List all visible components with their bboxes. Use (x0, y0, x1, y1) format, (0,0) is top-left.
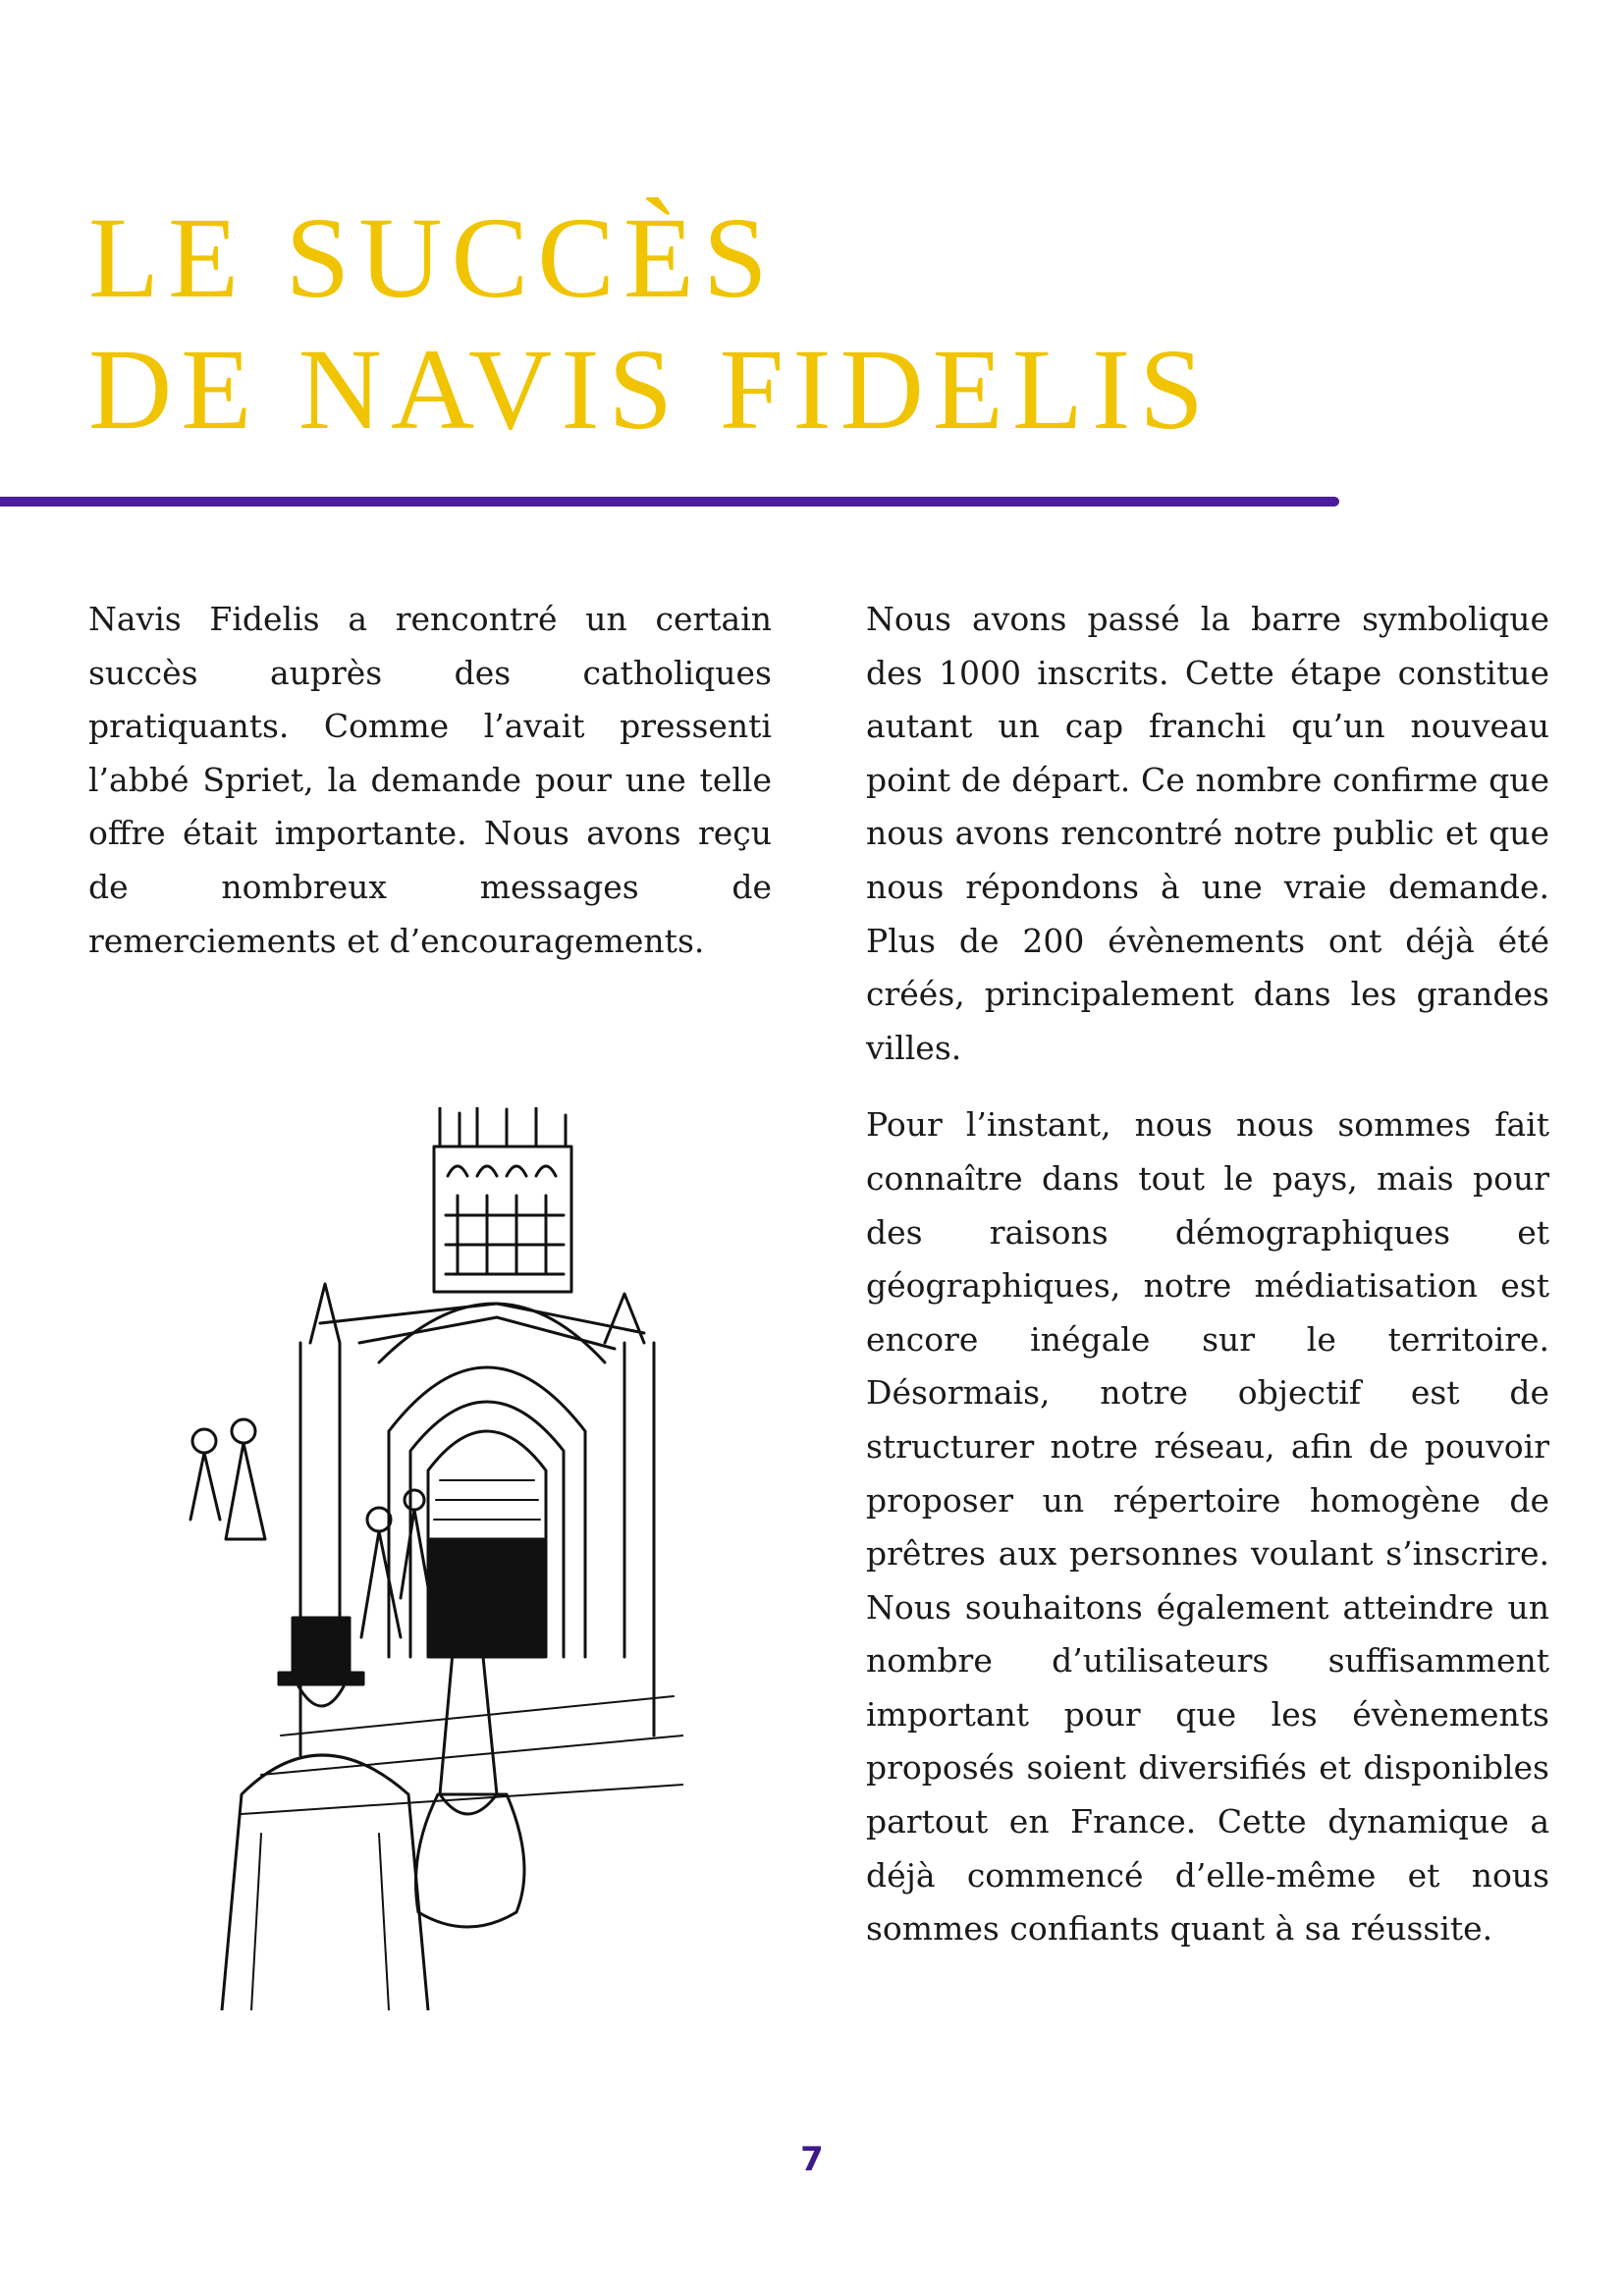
title-divider (0, 497, 1339, 507)
page-title (88, 192, 1213, 455)
page-title-line-2: DE NAVIS FIDELIS (88, 325, 1213, 454)
church-entrance-engraving-icon (183, 1107, 683, 2010)
left-text-column (88, 593, 772, 968)
page-title-line-1: LE SUCCÈS (88, 193, 777, 322)
right-text-column (866, 593, 1549, 1956)
page-number: 7 (800, 2140, 824, 2179)
left-paragraph-1: Navis Fidelis a rencontré un certain succès auprès des catholiques pratiquants. Comme l’avait pressenti l’abbé Spriet, la demande pour une telle offre était importante. Nous avons reçu de nombreux messages de remerciements et d’encouragements. (88, 600, 772, 960)
right-paragraph-1: Nous avons passé la barre symbolique des 1000 inscrits. Cette étape constitue autant un cap franchi qu’un nouveau point de départ. Ce nombre confirme que nous avons rencontré notre public et que nous répondons à une vraie demande. Plus de 200 évènements ont déjà été créés, principalement dans les grandes villes. (866, 600, 1549, 1067)
right-paragraph-2: Pour l’instant, nous nous sommes fait connaître dans tout le pays, mais pour des raisons démographiques et géographiques, notre médiatisation est encore inégale sur le territoire. Désormais, notre objectif est de structurer notre réseau, afin de pouvoir proposer un répertoire homogène de prêtres aux personnes voulant s’inscrire. Nous souhaitons également atteindre un nombre d’utilisateurs suffisamment important pour que les évènements proposés soient diversifiés et disponibles partout en France. Cette dynamique a déjà commencé d’elle-même et nous sommes confiants quant à sa réussite. (866, 1105, 1549, 1949)
